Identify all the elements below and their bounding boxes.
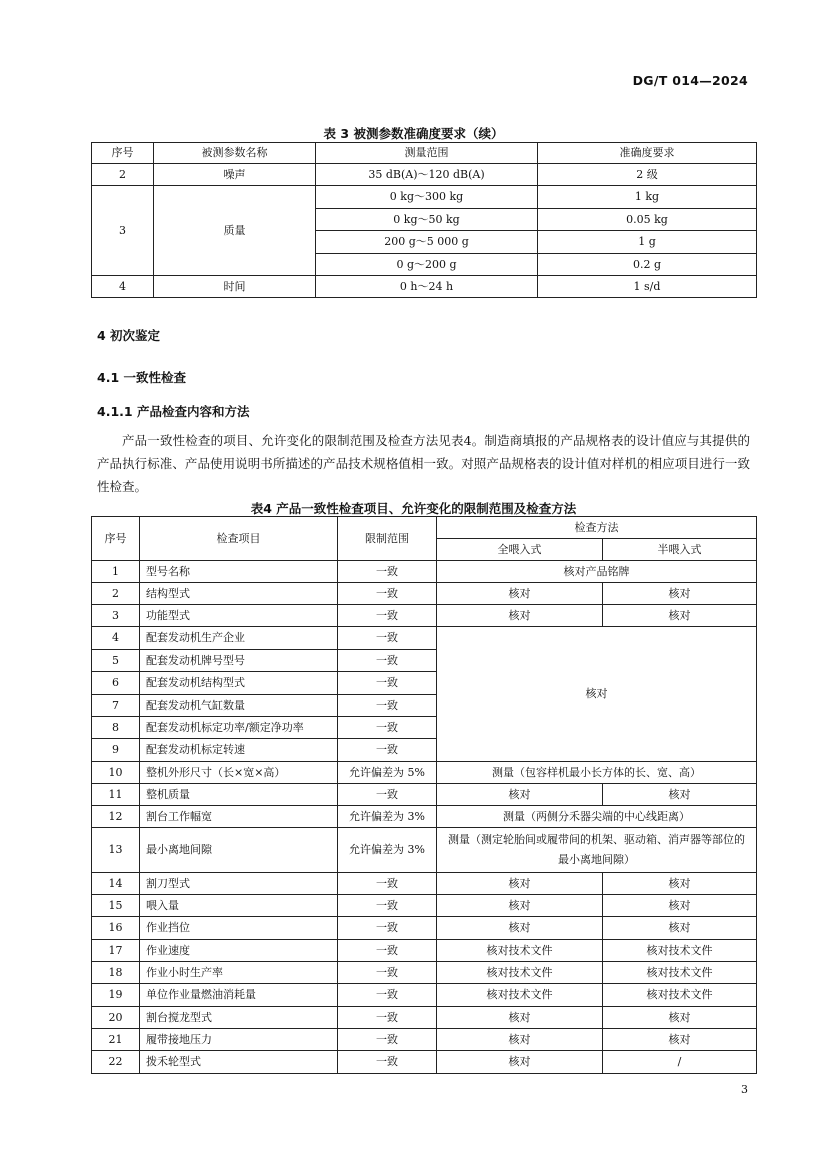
t4-cell: 作业小时生产率: [140, 962, 338, 984]
t4-cell: 一致: [338, 672, 437, 695]
table4-caption: 表4 产品一致性检查项目、允许变化的限制范围及检查方法: [250, 501, 577, 516]
t4-cell: 一致: [338, 717, 437, 739]
table3: [91, 142, 757, 298]
t4-cell: 作业挡位: [140, 917, 338, 940]
t3-cell: 0 kg～300 kg: [316, 186, 538, 209]
t4-cell: /: [603, 1051, 757, 1074]
t4-cell: 履带接地压力: [140, 1029, 338, 1051]
t4-cell: 一致: [338, 962, 437, 984]
t4-cell: 配套发动机标定功率/额定净功率: [140, 717, 338, 739]
t3-cell: 200 g～5 000 g: [316, 231, 538, 254]
t4-cell: 一致: [338, 627, 437, 650]
t3-cell: 0 kg～50 kg: [316, 209, 538, 231]
table-row: [92, 962, 757, 984]
t3-cell: 1 kg: [538, 186, 757, 209]
t4-cell: 一致: [338, 605, 437, 627]
t4-cell: 核对: [437, 917, 603, 940]
t4-cell: 核对技术文件: [603, 962, 757, 984]
t3-header-accuracy: 准确度要求: [538, 143, 757, 164]
t4-cell: 配套发动机标定转速: [140, 739, 338, 762]
t4-cell: 核对: [437, 627, 757, 762]
t4-cell: 核对: [437, 873, 603, 895]
table3-caption: 表 3 被测参数准确度要求（续）: [323, 126, 504, 141]
t4-cell: 1: [92, 561, 140, 583]
t4-cell: 核对: [437, 1007, 603, 1029]
t4-cell: 割台搅龙型式: [140, 1007, 338, 1029]
t4-cell: 配套发动机结构型式: [140, 672, 338, 695]
t4-cell: 一致: [338, 1007, 437, 1029]
t3-cell: 4: [92, 276, 154, 298]
t4-cell: 6: [92, 672, 140, 695]
table-row: [92, 605, 757, 627]
t4-cell: 19: [92, 984, 140, 1007]
t4-cell: 核对技术文件: [603, 940, 757, 962]
t3-header-no: 序号: [92, 143, 154, 164]
t4-cell: 一致: [338, 1029, 437, 1051]
t4-cell: 核对: [437, 605, 603, 627]
t4-cell: 13: [92, 828, 140, 873]
t4-cell: 一致: [338, 895, 437, 917]
t4-cell: 3: [92, 605, 140, 627]
table-row: [92, 561, 757, 583]
section-4-heading: 4 初次鉴定: [97, 328, 161, 343]
t4-cell: 允许偏差为 3%: [338, 828, 437, 873]
t4-cell: 测量（测定轮胎间或履带间的机架、驱动箱、消声器等部位的最小离地间隙）: [437, 828, 757, 873]
t4-cell: 核对: [603, 895, 757, 917]
t4-cell: 核对: [437, 1051, 603, 1074]
t4-cell: 配套发动机牌号型号: [140, 650, 338, 672]
t4-cell: 一致: [338, 917, 437, 940]
t3-header-name: 被测参数名称: [154, 143, 316, 164]
t4-cell: 核对: [603, 605, 757, 627]
table-row: [92, 784, 757, 806]
t4-cell: 作业速度: [140, 940, 338, 962]
t4-cell: 7: [92, 695, 140, 717]
t4-cell: 核对产品铭牌: [437, 561, 757, 583]
t4-cell: 最小离地间隙: [140, 828, 338, 873]
table-row: [92, 895, 757, 917]
t4-cell: 允许偏差为 5%: [338, 762, 437, 784]
t4-header-item: 检查项目: [140, 517, 338, 561]
table-row: [92, 762, 757, 784]
t4-cell: 14: [92, 873, 140, 895]
t4-cell: 核对技术文件: [603, 984, 757, 1007]
t4-cell: 18: [92, 962, 140, 984]
t4-cell: 型号名称: [140, 561, 338, 583]
t4-cell: 一致: [338, 940, 437, 962]
t4-cell: 一致: [338, 561, 437, 583]
t4-cell: 整机质量: [140, 784, 338, 806]
t4-cell: 2: [92, 583, 140, 605]
table4: [91, 516, 757, 1074]
table-row: [92, 917, 757, 940]
table-row: [92, 940, 757, 962]
t4-cell: 喂入量: [140, 895, 338, 917]
t4-cell: 21: [92, 1029, 140, 1051]
t3-cell: 1 s/d: [538, 276, 757, 298]
t3-cell: 3: [92, 186, 154, 276]
t3-cell: 35 dB(A)～120 dB(A): [316, 164, 538, 186]
t3-cell: 0 g～200 g: [316, 254, 538, 276]
t4-cell: 单位作业量燃油消耗量: [140, 984, 338, 1007]
t4-cell: 一致: [338, 984, 437, 1007]
t3-cell: 1 g: [538, 231, 757, 254]
t4-cell: 9: [92, 739, 140, 762]
t3-cell: 质量: [154, 186, 316, 276]
t4-cell: 一致: [338, 784, 437, 806]
t4-cell: 核对技术文件: [437, 962, 603, 984]
t4-header-limit: 限制范围: [338, 517, 437, 561]
t3-cell: 0.05 kg: [538, 209, 757, 231]
t4-header-method: 检查方法: [437, 517, 757, 539]
t4-cell: 12: [92, 806, 140, 828]
t4-cell: 核对: [603, 1007, 757, 1029]
t3-cell: 0.2 g: [538, 254, 757, 276]
table-row: [92, 1029, 757, 1051]
section-4-1-1-heading: 4.1.1 产品检查内容和方法: [97, 404, 250, 419]
t4-cell: 15: [92, 895, 140, 917]
t3-cell: 2: [92, 164, 154, 186]
table-row: [92, 1051, 757, 1074]
t4-cell: 一致: [338, 1051, 437, 1074]
t4-cell: 一致: [338, 873, 437, 895]
t4-cell: 一致: [338, 695, 437, 717]
t4-cell: 测量（两侧分禾器尖端的中心线距离）: [437, 806, 757, 828]
t4-cell: 割台工作幅宽: [140, 806, 338, 828]
t4-cell: 允许偏差为 3%: [338, 806, 437, 828]
t3-header-range: 测量范围: [316, 143, 538, 164]
t4-cell: 拨禾轮型式: [140, 1051, 338, 1074]
section-4-1-heading: 4.1 一致性检查: [97, 370, 186, 385]
t4-cell: 16: [92, 917, 140, 940]
t4-cell: 核对: [603, 917, 757, 940]
table-row: [92, 583, 757, 605]
t4-cell: 一致: [338, 583, 437, 605]
t4-cell: 核对: [437, 583, 603, 605]
t4-cell: 核对技术文件: [437, 984, 603, 1007]
t4-cell: 核对技术文件: [437, 940, 603, 962]
table-row: [92, 806, 757, 828]
table-row: [92, 828, 757, 873]
document-code: DG/T 014—2024: [632, 73, 748, 88]
table-row: [92, 627, 757, 650]
t4-cell: 一致: [338, 650, 437, 672]
t3-cell: 时间: [154, 276, 316, 298]
t4-cell: 核对: [603, 1029, 757, 1051]
page-number: 3: [741, 1083, 748, 1096]
t4-header-no: 序号: [92, 517, 140, 561]
t4-cell: 测量（包容样机最小长方体的长、宽、高）: [437, 762, 757, 784]
t4-cell: 结构型式: [140, 583, 338, 605]
table-row: [92, 873, 757, 895]
t4-header-full: 全喂入式: [437, 539, 603, 561]
t4-cell: 整机外形尺寸（长×宽×高）: [140, 762, 338, 784]
t3-cell: 0 h～24 h: [316, 276, 538, 298]
t4-cell: 4: [92, 627, 140, 650]
t4-cell: 一致: [338, 739, 437, 762]
t4-cell: 22: [92, 1051, 140, 1074]
t4-cell: 配套发动机气缸数量: [140, 695, 338, 717]
t4-cell: 11: [92, 784, 140, 806]
t4-header-half: 半喂入式: [603, 539, 757, 561]
table-row: [92, 984, 757, 1007]
t3-cell: 2 级: [538, 164, 757, 186]
t3-cell: 噪声: [154, 164, 316, 186]
t4-cell: 10: [92, 762, 140, 784]
body-paragraph: 产品一致性检查的项目、允许变化的限制范围及检查方法见表4。制造商填报的产品规格表的设计值应与其提供的产品执行标准、产品使用说明书所描述的产品技术规格值相一致。对照产品规格表的设计值对样机的相应项目进行一致性检查。: [97, 433, 750, 494]
t4-cell: 核对: [603, 784, 757, 806]
t4-cell: 核对: [437, 1029, 603, 1051]
t4-cell: 功能型式: [140, 605, 338, 627]
t4-cell: 核对: [603, 873, 757, 895]
t4-cell: 20: [92, 1007, 140, 1029]
t4-cell: 核对: [437, 895, 603, 917]
t4-cell: 5: [92, 650, 140, 672]
t4-cell: 核对: [437, 784, 603, 806]
t4-cell: 17: [92, 940, 140, 962]
t4-cell: 核对: [603, 583, 757, 605]
t4-cell: 配套发动机生产企业: [140, 627, 338, 650]
t4-cell: 8: [92, 717, 140, 739]
table-row: [92, 1007, 757, 1029]
t4-cell: 割刀型式: [140, 873, 338, 895]
